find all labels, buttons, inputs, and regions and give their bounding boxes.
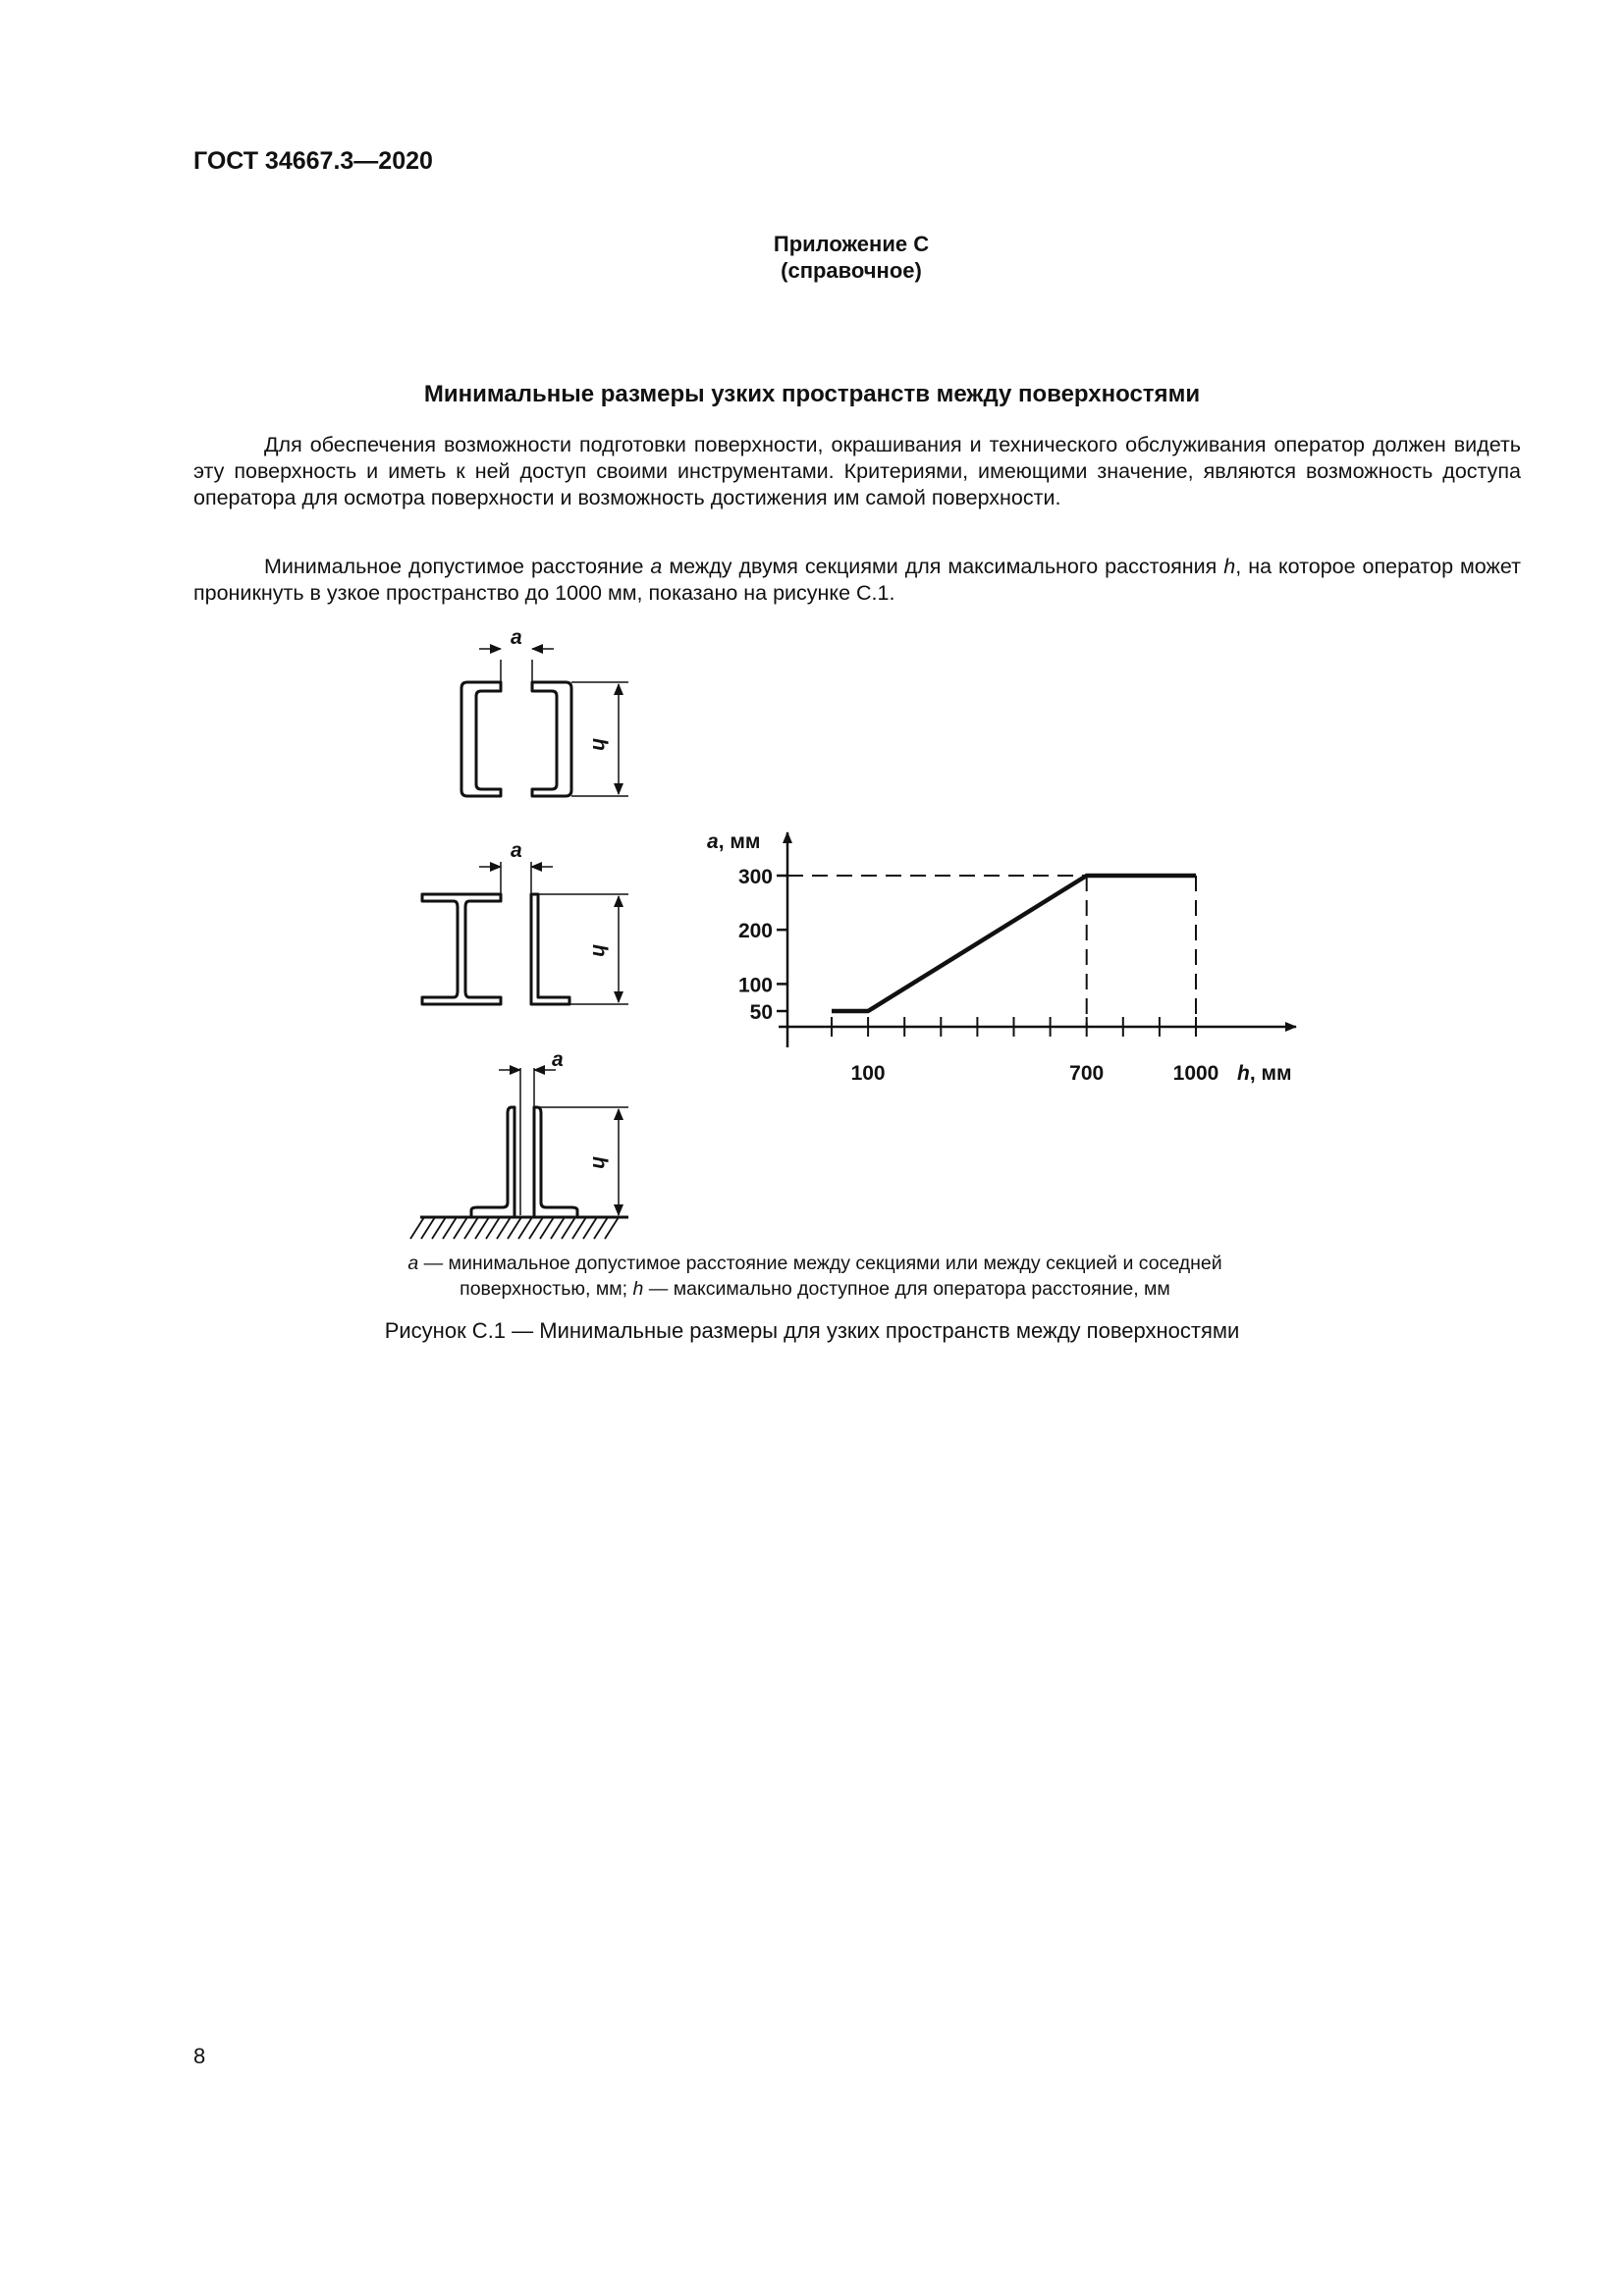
sketch-angles [420,1068,628,1217]
appendix-title: Приложение С [773,232,930,256]
figure-note-line-1-text: — минимальное допустимое расстояние между секциями или между секцией и соседней [418,1253,1222,1274]
y-tick-labels [738,866,773,1024]
channel-left [461,682,501,796]
figure-note [324,1251,1306,1302]
figure-note-line-1 [324,1251,1306,1276]
section-title: Минимальные размеры узких пространств между поверхностями [423,381,1201,407]
hatch-line [562,1217,575,1239]
data-line [832,876,1196,1011]
hatch-line [497,1217,511,1239]
figure-caption: Рисунок С.1 — Минимальные размеры для узких пространств между поверхностями [384,1318,1240,1343]
hatch-line [605,1217,619,1239]
hatch-line [421,1217,435,1239]
hatch-line [454,1217,467,1239]
page-number: 8 [193,2044,206,2068]
y-ticks [777,876,787,1011]
y-tick-label-200: 200 [737,920,773,943]
ground-hatch [410,1217,619,1239]
sketch-3-label-a: a [552,1048,564,1071]
paragraph-2-part-3: , на которое оператор может проникнуть в узкое пространство до 1000 мм, показано на рисунке С.1. [193,555,1521,605]
paragraph-2-part-1: Минимальное допустимое расстояние [264,555,651,578]
sketch-2-label-a: a [511,839,522,862]
hatch-line [572,1217,586,1239]
sketch-1-label-h: h [588,738,611,751]
x-axis-label-unit: , мм [1249,1062,1292,1085]
figure-note-var-h: h [632,1278,644,1300]
sketch-3-label-h: h [588,1156,611,1169]
hatch-line [464,1217,478,1239]
hatch-line [540,1217,554,1239]
sketch-1-label-a: a [511,626,522,649]
appendix-type: (справочное) [781,258,922,283]
hatch-line [583,1217,597,1239]
hatch-line [432,1217,446,1239]
paragraph-2-part-2: между двумя секциями для максимального расстояния [662,555,1224,578]
chart [707,830,1296,1085]
hatch-line [518,1217,532,1239]
x-tick-label-100: 100 [850,1062,886,1085]
y-tick-label-50: 50 [749,1001,773,1024]
y-tick-label-100: 100 [737,974,773,997]
paragraph-2-var-a: a [650,555,663,578]
y-axis-label-var: a [707,830,719,853]
hatch-line [529,1217,543,1239]
hatch-line [486,1217,500,1239]
sketch-i-beam [422,862,628,1004]
x-tick-labels [851,1062,1219,1085]
paragraph-1-text: Для обеспечения возможности подготовки поверхности, окрашивания и технического обслуживания оператор должен видеть эту поверхность и иметь к ней доступ своими инструментами. Критериями, имеющими значение, являются возможность доступа оператора для осмотра поверхности и возможность достижения им самой поверхности. [193,433,1521,509]
angle-left [471,1107,514,1217]
hatch-line [551,1217,565,1239]
document-header: ГОСТ 34667.3—2020 [193,147,433,175]
y-axis-label-unit: , мм [718,830,761,853]
hatch-line [594,1217,608,1239]
guide-lines [787,876,1196,1027]
hatch-line [410,1217,424,1239]
channel-right [532,682,571,796]
hatch-line [508,1217,521,1239]
angle-right [534,1107,577,1217]
y-axis-label [707,830,760,853]
hatch-line [443,1217,457,1239]
figure-note-line-2-end: — максимально доступное для оператора расстояние, мм [643,1278,1170,1300]
figure-note-line-2 [324,1276,1306,1302]
i-beam [422,894,501,1004]
sketch-2-label-h: h [588,944,611,957]
x-axis-label [1237,1062,1292,1085]
sketch-channels [461,649,628,796]
x-axis-label-var: h [1237,1062,1250,1085]
figure-note-var-a: a [407,1253,419,1274]
plate-section [531,894,569,1004]
hatch-line [475,1217,489,1239]
figure-note-line-2-start: поверхностью, мм; [460,1278,633,1300]
y-tick-label-300: 300 [737,866,773,888]
paragraph-2-var-h: h [1223,555,1236,578]
x-tick-label-1000: 1000 [1172,1062,1219,1085]
x-tick-label-700: 700 [1069,1062,1105,1085]
